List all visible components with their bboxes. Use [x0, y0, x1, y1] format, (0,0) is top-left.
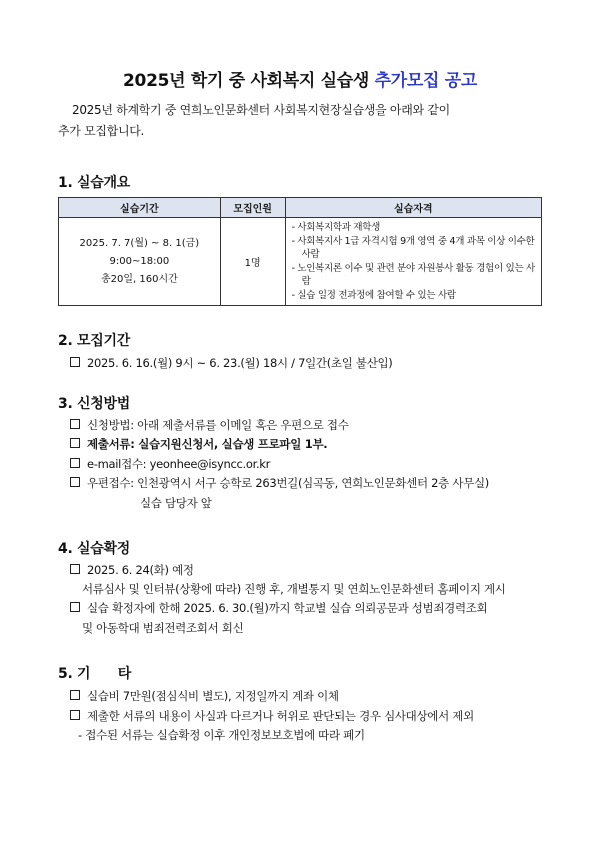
qualification-item: - 사회복지사 1급 자격시험 9개 영역 중 4개 과목 이상 이수한 사람: [291, 235, 535, 260]
list-item: [70, 687, 550, 705]
list-item: [70, 416, 550, 434]
intro-paragraph: [58, 100, 548, 142]
table-header-row: [59, 198, 542, 218]
confirm-date-detail: 서류심사 및 인터뷰(상황에 따라) 진행 후, 개별통지 및 연희노인문화센터 홈페이지 게시: [82, 582, 506, 596]
title-main: 2025년 학기 중 사회복지 실습생: [123, 71, 375, 91]
recruit-period: 2025. 6. 16.(월) 9시 ~ 6. 23.(월) 18시 / 7일간(초일 불산입): [87, 356, 393, 370]
list-item: [70, 707, 550, 725]
section-heading-confirm: 4. 실습확정: [58, 541, 130, 557]
apply-email: e-mail접수: yeonhee@isyncc.or.kr: [87, 457, 271, 471]
checkbox-icon: [70, 438, 80, 448]
qualification-item: - 노인복지론 이수 및 관련 분야 자원봉사 활동 경험이 있는 사람: [291, 262, 535, 287]
checkbox-icon: [70, 690, 80, 700]
table-header: 실습자격: [285, 198, 541, 218]
count-cell: 1명: [220, 218, 285, 306]
table-header: 실습기간: [59, 198, 221, 218]
table-header: 모집인원: [220, 198, 285, 218]
qualification-cell: [285, 218, 541, 306]
list-item: [70, 561, 550, 579]
intro-line-2: 추가 모집합니다.: [58, 124, 145, 138]
section-heading-overview: 1. 실습개요: [58, 175, 130, 191]
apply-post-continuation: 실습 담당자 앞: [140, 496, 212, 510]
title-accent: 추가모집 공고: [374, 71, 477, 91]
apply-post: 우편접수: 인천광역시 서구 승학로 263번길(심곡동, 연희노인문화센터 2층 사무실): [87, 476, 489, 490]
etc-fee: 실습비 7만원(점심식비 별도), 지정일까지 계좌 이체: [87, 689, 339, 703]
apply-documents: 제출서류: 실습지원신청서, 실습생 프로파일 1부.: [87, 437, 328, 451]
checkbox-icon: [70, 477, 80, 487]
period-hours: 9:00~18:00: [109, 255, 170, 267]
period-dates: 2025. 7. 7(월) ~ 8. 1(금): [79, 237, 200, 249]
list-item: [70, 474, 550, 492]
checkbox-icon: [70, 564, 80, 574]
checkbox-icon: [70, 602, 80, 612]
qualification-item: - 사회복지학과 재학생: [291, 222, 381, 233]
intro-line-1: 2025년 하계학기 중 연희노인문화센터 사회복지현장실습생을 아래와 같이: [72, 103, 450, 117]
list-item: [70, 599, 550, 617]
checkbox-icon: [70, 357, 80, 367]
period-cell: [59, 218, 221, 306]
section-heading-etc: 5. 기 타: [58, 666, 131, 682]
apply-method: 신청방법: 아래 제출서류를 이메일 혹은 우편으로 접수: [87, 418, 349, 432]
overview-table: [58, 197, 542, 306]
table-row: [59, 218, 542, 306]
qualification-item: - 실습 일정 전과정에 참여할 수 있는 사람: [291, 289, 456, 301]
list-item: [70, 354, 550, 372]
period-total: 총20일, 160시간: [100, 273, 178, 285]
confirm-reply: 실습 확정자에 한해 2025. 6. 30.(월)까지 학교별 실습 의뢰공문과 성범죄경력조회: [87, 601, 488, 615]
checkbox-icon: [70, 710, 80, 720]
checkbox-icon: [70, 458, 80, 468]
checkbox-icon: [70, 419, 80, 429]
section-heading-apply: 3. 신청방법: [58, 396, 130, 412]
list-item: [70, 455, 550, 473]
page-title: [0, 66, 600, 91]
confirm-reply-continuation: 및 아동학대 범죄전력조회서 회신: [82, 621, 244, 635]
etc-privacy: - 접수된 서류는 실습확정 이후 개인정보보호법에 따라 폐기: [78, 728, 365, 742]
section-heading-recruit: 2. 모집기간: [58, 333, 130, 349]
confirm-date: 2025. 6. 24(화) 예정: [87, 563, 194, 577]
etc-false-docs: 제출한 서류의 내용이 사실과 다르거나 허위로 판단되는 경우 심사대상에서 제외: [87, 709, 474, 723]
list-item: [70, 435, 550, 453]
